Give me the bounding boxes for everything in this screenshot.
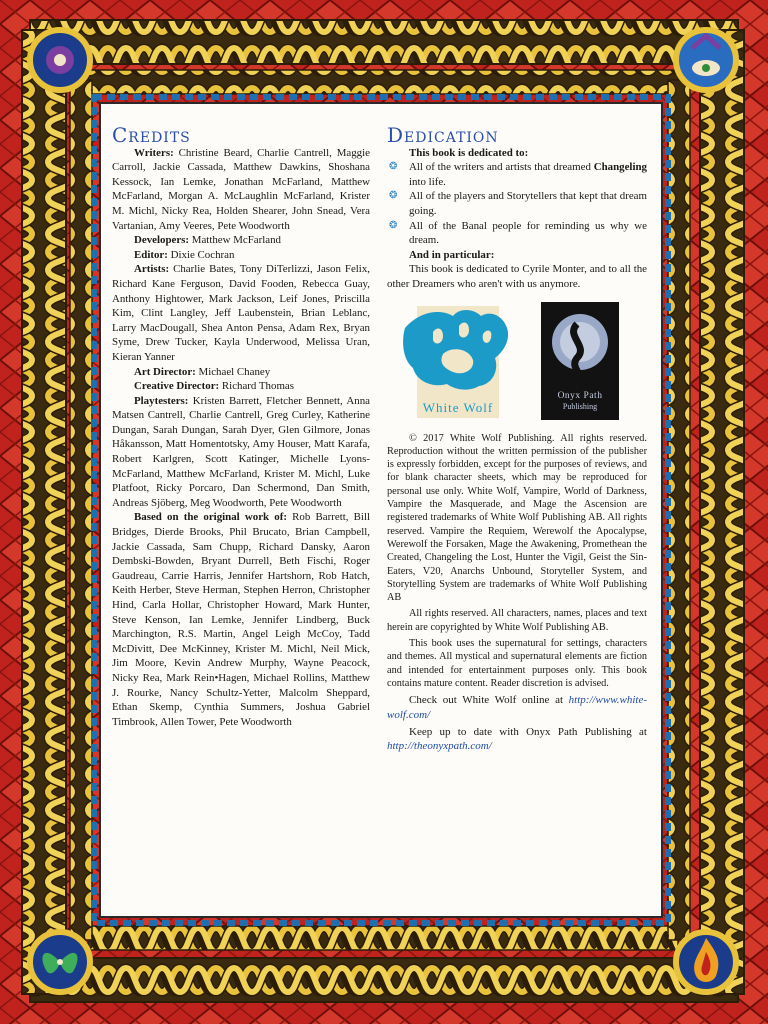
bullet-icon: ❂ [389, 219, 398, 231]
onyx-path-logo [541, 302, 619, 420]
list-item: ❂ All of the writers and artists that dreamed Changeling into life. [389, 161, 647, 188]
credits-title: Credits [112, 123, 191, 147]
white-wolf-wordmark: White Wolf [422, 399, 494, 415]
dedication-column [387, 123, 647, 754]
onyx-path-subtitle: Publishing [562, 401, 598, 411]
rights-notice: All rights reserved. All characters, names, places and text herein are copyrighted by White Wolf Publishing AB. [387, 608, 647, 633]
white-wolf-link[interactable]: http://www.white-wolf.com/ [387, 694, 647, 721]
credits-column [112, 123, 370, 729]
credits-art-director: Art Director: Michael Chaney [134, 365, 271, 378]
legal-section [387, 432, 647, 754]
dedication-particular: And in particular: [409, 248, 495, 261]
bullet-icon: ❂ [389, 161, 398, 173]
dedication-title: Dedication [387, 123, 499, 147]
credits-original-work: Based on the original work of: Rob Barrett, Bill Bridges, Dierde Brooks, Phil Brucato, Brian Campbell, Jackie Cassada, Sam Chupp, Richard Dansky, Aaron Dembski-Bowden, Bryant Durrell, Beth Fischi, Roger Gaudreau, Carrie Harris, Jennifer Hartshorn, Rob Hatch, Keith Herber, Steve Herman, Stephen Herron, Christopher Hind, Carla Hollar, Christopher Howard, Mark Hunter, Steve Kenson, Ian Lemke, Jennifer Lindberg, Buck Marchington, R.S. Martin, Angel Leigh McCoy, Tadd McDivitt, Dee McKinney, Krister M. Michl, Neil Mick, Jim Moore, Kevin Andrew Murphy, Wayne Peacock, Nicky Rea, Mark Rein•Hagen, Michael Rollins, Matthew J. Rourke, Nancy Schultz-Yetter, Malcolm Sheppard, Ethan Skemp, Cynthia Summers, Joshua Gabriel Timbrook, Allen Tower, Pete Woodworth [112, 511, 370, 728]
list-item: ❂ All of the Banal people for reminding us why we dream. [389, 219, 647, 247]
white-wolf-logo [403, 306, 511, 418]
onyx-path-link[interactable]: http://theonyxpath.com/ [387, 740, 492, 753]
white-wolf-online: Check out White Wolf online at http://www.white-wolf.com/ [387, 694, 647, 721]
credits-editor: Editor: Dixie Cochran [134, 248, 235, 261]
dedication-closing: This book is dedicated to Cyrile Monter, and to all the other Dreamers who aren't with us anymore. [387, 263, 647, 290]
dedication-list [387, 160, 647, 248]
butterfly-emblem-icon [30, 932, 90, 992]
onyx-path-online: Keep up to date with Onyx Path Publishing at http://theonyxpath.com/ [387, 725, 647, 753]
credits-artists: Artists: Charlie Bates, Tony DiTerlizzi, Jason Felix, Richard Kane Ferguson, David Fooden, Rebecca Guay, Anthony Hightower, Mark Jackson, Leif Jones, Priscilla Kim, Clint Langley, Jeff Laubenstein, Brian Leblanc, Larry MacDougall, Shea Anton Pensa, Adam Rex, Bryan Syme, Drew Tucker, Kayla Underwood, Melissa Uran, Kieran Yanner [112, 263, 370, 363]
copyright-notice: © 2017 White Wolf Publishing. All rights reserved. Reproduction without the written permission of the publisher is expressly forbidden, except for the purposes of reviews, and for blank character sheets, which may be reproduced for personal use only. White Wolf, Vampire, World of Darkness, Vampire the Masquerade, and Mage the Ascension are registered trademarks of White Wolf Publishing AB. All rights reserved. Vampire the Requiem, Werewolf the Apocalypse, Werewolf the Forsaken, Mage the Awakening, Promethean the Created, Changeling the Lost, Hunter the Vigil, Geist the Sin-Eaters, V20, Anarchs Unbound, Storyteller System, and Storytelling System are trademarks of White Wolf Publishing AB [387, 432, 647, 604]
credits-writers: Writers: Christine Beard, Charlie Cantrell, Maggie Carroll, Jackie Cassada, Matthew Dawkins, Shoshana Kessock, Ian Lemke, Jonathan McFarland, Matthew McFarland, Morgan A. McLaughlin McFarland, Krister M. Michl, Nicky Rea, Holden Shearer, John Snead, Vera Vartanian, Amy Veeres, Pete Woodworth [112, 146, 370, 232]
content-panel [101, 104, 661, 916]
credits-creative-director: Creative Director: Richard Thomas [134, 380, 294, 393]
onyx-path-wordmark: Onyx Path [557, 390, 603, 401]
sun-emblem-icon [30, 30, 90, 90]
mature-notice: This book uses the supernatural for settings, characters and themes. All mystical and supernatural elements are fiction and intended for entertainment purposes only. This book contains mature content. Reader discretion is advised. [387, 637, 647, 689]
publisher-logos [387, 302, 647, 424]
dedication-intro: This book is dedicated to: [409, 146, 529, 159]
bullet-icon: ❂ [389, 190, 398, 202]
credits-developers: Developers: Matthew McFarland [134, 234, 282, 247]
eye-emblem-icon [676, 30, 736, 90]
fire-emblem-icon [676, 932, 736, 992]
credits-playtesters: Playtesters: Kristen Barrett, Fletcher Bennett, Anna Matsen Cantrell, Charlie Cantrell, Greg Curley, Katherine Dungan, Sarah Dungan, Sarah Dyer, Glen Gilmore, Jonas Håkansson, Matt Homentotsky, Amy Houser, Matt Karafa, Robert Karlgren, Scott Katinger, Michelle Lyons-McFarland, Matthew McFarland, Krister M. Michl, Luke Platfoot, Ricky Porcaro, Dan Schermond, Dan Smith, Andreas Sjöberg, Meg Woodworth, Pete Woodworth [112, 394, 370, 509]
list-item: ❂ All of the players and Storytellers that kept that dream going. [389, 190, 647, 217]
